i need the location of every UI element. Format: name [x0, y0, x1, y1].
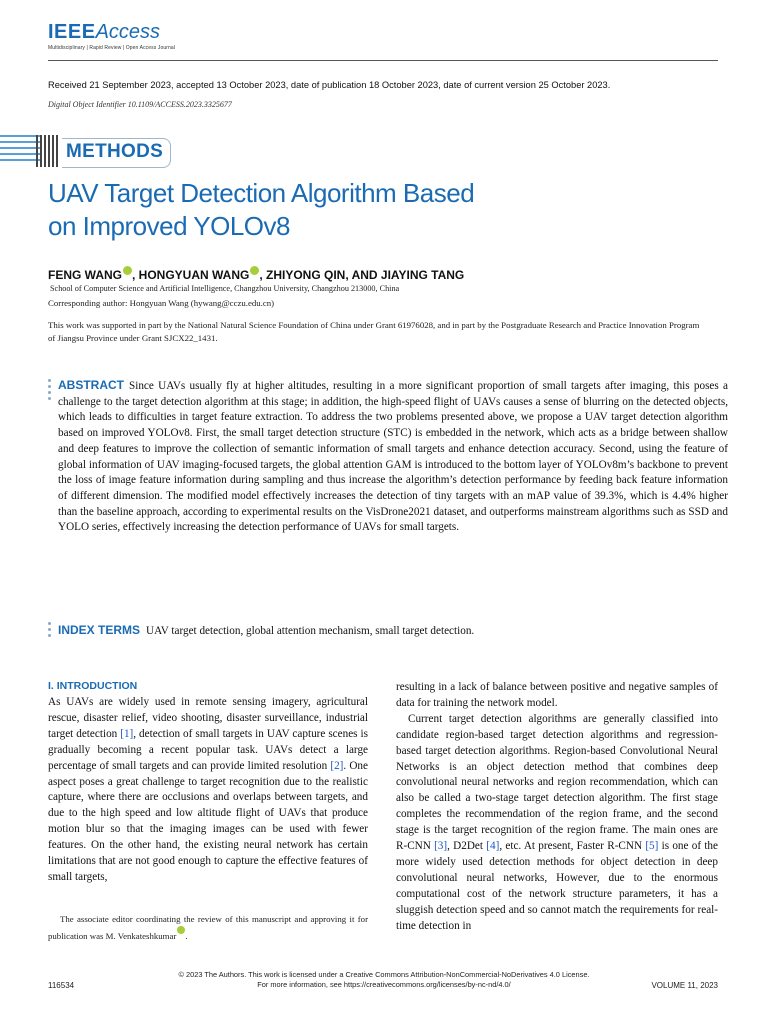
author-list: [48, 266, 464, 282]
abstract-label: ABSTRACT: [58, 378, 124, 392]
corresponding-author: Corresponding author: Hongyuan Wang (hywang@cczu.edu.cn): [48, 298, 275, 308]
footnote-end: .: [185, 931, 188, 941]
page-number: 116534: [48, 981, 75, 990]
logo-ieee: IEEE: [48, 21, 96, 43]
index-terms-dots-icon: [48, 622, 51, 642]
text-run: . One aspect poses a great challenge to target recognition due to the realistic capture, where there are occlusions and overlaps between targets, and due to the high speed and low altitude flight of UAVs that produce motion blur so that the imaging images can be used with fewer features. On the other hand, the existing neural network has certain limitations that are not good enough to capture the effective features of small targets,: [48, 759, 368, 883]
volume-label: VOLUME 11, 2023: [651, 981, 718, 990]
citation-link-1[interactable]: [1]: [120, 727, 134, 740]
citation-link-2[interactable]: [2]: [330, 759, 344, 772]
intro-paragraph-1: [48, 695, 368, 886]
orcid-icon[interactable]: [123, 266, 132, 275]
journal-logo: [48, 22, 175, 51]
citation-link-3[interactable]: [3]: [434, 840, 448, 853]
abstract-dots-icon: [48, 378, 51, 418]
author-3: , ZHIYONG QIN, AND JIAYING TANG: [259, 268, 465, 282]
section-banner: METHODS: [66, 141, 164, 162]
text-run: , detection of small targets in UAV capture scenes is gradually becoming a recent popular task. UAVs detect a large percentage of small targets and can provide limited resolution: [48, 727, 368, 772]
license-link[interactable]: For more information, see https://creativecommons.org/licenses/by-nc-nd/4.0/: [257, 980, 511, 989]
intro-paragraph-1-cont: resulting in a lack of balance between positive and negative samples of data for training the network model.: [396, 681, 718, 709]
doi: Digital Object Identifier 10.1109/ACCESS.2023.3325677: [48, 100, 232, 109]
orcid-icon[interactable]: [250, 266, 259, 275]
body-column-left: [48, 680, 368, 886]
section-heading-introduction: I. INTRODUCTION: [48, 680, 138, 692]
header-divider: [48, 60, 718, 61]
index-terms-text: UAV target detection, global attention mechanism, small target detection.: [146, 625, 475, 637]
affiliation: School of Computer Science and Artificial Intelligence, Changzhou University, Changzhou 213000, China: [50, 284, 400, 293]
abstract-text: Since UAVs usually fly at higher altitudes, resulting in a more significant proportion of small targets after imaging, this poses a challenge to the target detection algorithm at this stage; in addition, the high-speed flight of UAVs causes a sense of blurring on the detected objects, which leads to difficulties in target feature extraction. To address the two problems presented above, we propose a UAV target detection algorithm based on improved YOLOv8. First, the small target detection structure (STC) is embedded in the network, which acts as a bridge between shallow and deep features to improve the collection of semantic information of small targets and enhance detection accuracy. Second, using the feature of global information of UAV imaging-focused targets, the global attention GAM is introduced to the bottom layer of YOLOv8m’s backbone to prevent the loss of image feature information during sampling and thus increase the algorithm’s detection performance by feeding back feature information of different dimension. The modified model effectively increases the detection of tiny targets with an mAP value of 39.3%, which is 4.4% higher than the baseline approach, according to experimental results on the VisDrone2021 dataset, and outperforms mainstream algorithms such as SSD and YOLO series, effectively increasing the detection performance of UAVs for small targets.: [58, 380, 728, 534]
funding-statement: This work was supported in part by the National Natural Science Foundation of China under Grant 61976028, and in part by the Postgraduate Research and Practice Innovation Program of Jiangsu Province under Grant SJCX22_1431.: [48, 320, 700, 343]
text-run: is one of the more widely used detection methods for object detection in deep convolutional neural networks, However, due to the enormous computational cost of the network structure parameters, it has a sluggish detection speed and so cannot match the requirements for real-time detection in: [396, 840, 718, 932]
index-terms: [58, 623, 474, 637]
license-text: © 2023 The Authors. This work is licensed under a Creative Commons Attribution-NonCommercial-NoDerivatives 4.0 License.: [178, 970, 590, 979]
banner-barcode: [36, 135, 62, 167]
body-column-right: [396, 680, 718, 935]
footnote-text: The associate editor coordinating the review of this manuscript and approving it for publication was M. Venkateshkumar: [48, 914, 368, 941]
author-1: FENG WANG: [48, 268, 122, 282]
logo-access: Access: [95, 21, 161, 43]
title-line-1: UAV Target Detection Algorithm Based: [48, 178, 475, 208]
title-line-2: on Improved YOLOv8: [48, 211, 290, 241]
abstract: [58, 378, 728, 536]
paper-title: [48, 177, 474, 243]
index-terms-label: INDEX TERMS: [58, 623, 141, 637]
editor-footnote: [48, 913, 368, 943]
text-run: , D2Det: [447, 840, 487, 853]
citation-link-4[interactable]: [4]: [486, 840, 500, 853]
text-run: , etc. At present, Faster R-CNN: [499, 840, 646, 853]
text-run: As UAVs are widely used in remote sensing imagery, agricultural rescue, disaster relief, video shooting, disaster surveillance, industrial target detection: [48, 696, 368, 740]
received-dates: Received 21 September 2023, accepted 13 October 2023, date of publication 18 October 2023, date of current version 25 October 2023.: [48, 80, 611, 90]
author-2: , HONGYUAN WANG: [132, 268, 250, 282]
intro-paragraph-2: [396, 712, 718, 935]
text-run: Current target detection algorithms are generally classified into candidate region-based target detection algorithms and regression-based target detection algorithms. Region-based Convolutional Neural Networks is an object detection method that combines deep convolutional neural networks and region recommendation, which can also be called a two-stage target detection algorithm. The first stage completes the recommendation of the region frame, and the second stage is the target recognition of the region frame. The main ones are R-CNN: [396, 712, 718, 853]
logo-tagline: Multidisciplinary | Rapid Review | Open Access Journal: [48, 45, 175, 51]
citation-link-5[interactable]: [5]: [645, 840, 659, 853]
